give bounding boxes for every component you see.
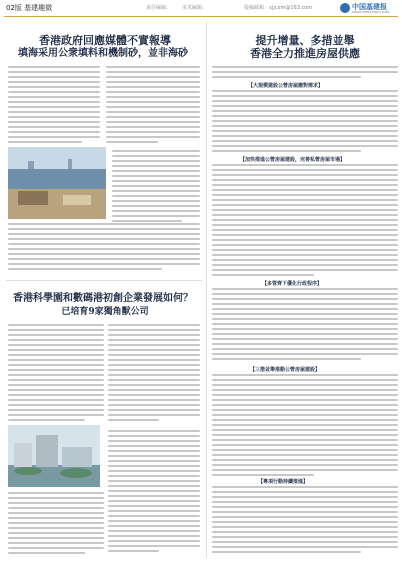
reclamation-photo [8, 147, 106, 219]
brand-sub: CHINA INFRASTRUCTURE [352, 10, 390, 14]
left-article1-body-b [106, 66, 200, 146]
left-article1-body-a [8, 66, 100, 146]
right-section5-body [212, 486, 398, 556]
right-section1-body [212, 90, 398, 155]
right-section-head-4: 【三措並舉推動公營房屋建設】 [250, 367, 321, 373]
brand-logo [340, 2, 398, 15]
right-section-head-2: 【加快推進公營房屋建設，完善私營房屋市場】 [240, 157, 346, 163]
left-separator [6, 280, 202, 281]
right-intro-body [212, 66, 398, 81]
art-editor-credit: 美术编辑： [182, 5, 208, 11]
left-article1-body-d [8, 223, 200, 273]
page-header [0, 0, 402, 18]
section-tag: 02版 基建趣微 [6, 4, 53, 12]
right-section3-body [212, 288, 398, 363]
editor-credit: 责任编辑： [146, 5, 172, 11]
right-section-head-5: 【專項行動持續推進】 [258, 479, 309, 485]
brand-name: 中国基建报 [352, 3, 387, 11]
left-article1-body-c [112, 150, 200, 225]
right-section2-body [212, 164, 398, 279]
left-article1-title-line1: 香港政府回應媒體不實報導 [39, 34, 171, 47]
right-section-head-1: 【大規模建設公營房屋應對需求】 [248, 83, 324, 89]
left-article2-title: 香港科學園和數碼港初創企業發展如何？ [13, 293, 193, 304]
right-section-head-3: 【多管齊下優化行政程序】 [262, 281, 323, 287]
left-article2-body-a [8, 324, 104, 424]
left-article2-body-b [108, 324, 200, 424]
left-article2-subtitle: 已培育9家獨角獸公司 [61, 307, 149, 317]
right-article-title-line2: 香港全力推進房屋供應 [250, 47, 360, 60]
brand-logo-icon [340, 3, 350, 13]
right-article-title-line1: 提升增量、多措並舉 [255, 34, 355, 47]
column-divider [206, 22, 207, 558]
science-park-photo [8, 425, 100, 487]
header-rule [4, 16, 398, 17]
right-section4-body [212, 374, 398, 479]
left-article1-title-line2: 填海采用公衆填料和機制砂，並非海砂 [18, 48, 188, 59]
submission-email: 投稿邮箱：xjjcxm@163.com [244, 5, 313, 11]
left-article2-body-d [108, 430, 200, 555]
left-article2-body-c [8, 492, 104, 557]
